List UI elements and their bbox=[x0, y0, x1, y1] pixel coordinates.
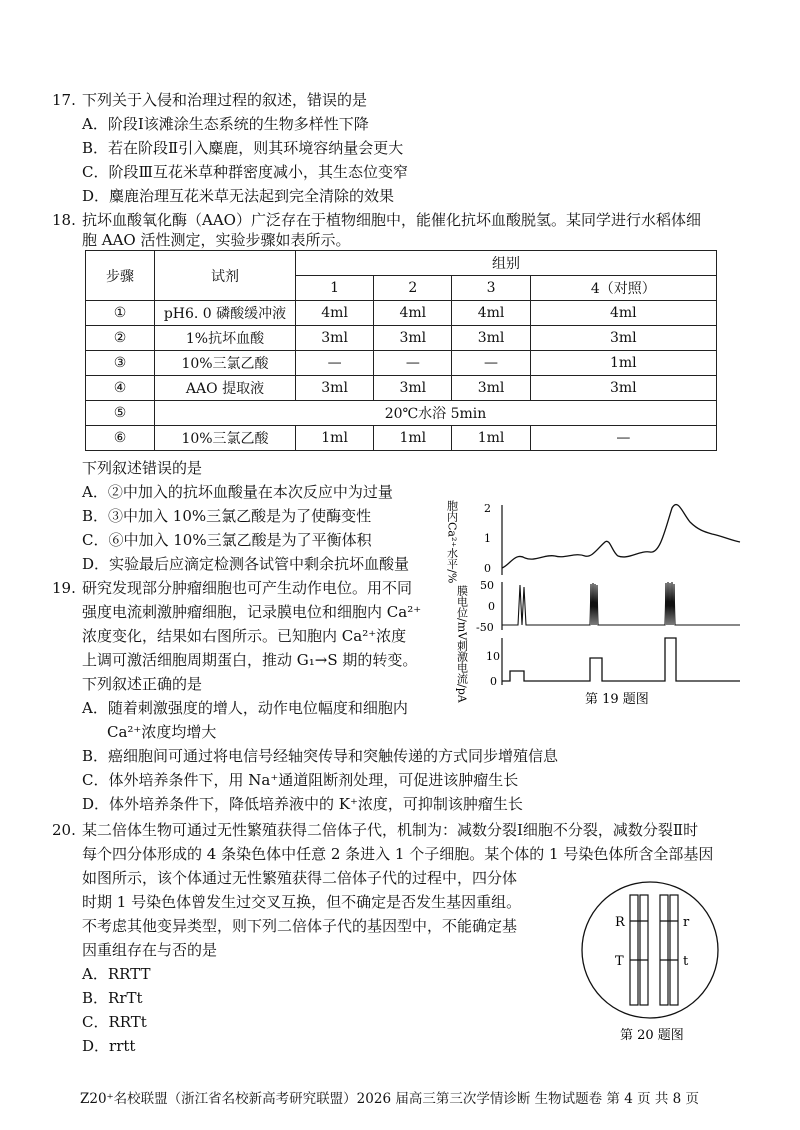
chromosome-right-b bbox=[670, 895, 678, 1005]
table-header-row bbox=[86, 251, 717, 276]
mv-tick: -50 bbox=[476, 621, 494, 634]
reagent-cell: 10%三氯乙酸 bbox=[155, 426, 296, 451]
value-cell: 1ml bbox=[530, 351, 716, 376]
chromosome-right-a bbox=[660, 895, 668, 1005]
q20-option-b: B．RrTt bbox=[82, 989, 143, 1007]
q20-stem-line: 不考虑其他变异类型，则下列二倍体子代的基因型中，不能确定基 bbox=[82, 917, 518, 935]
pa-tick: 10 bbox=[486, 650, 500, 663]
experiment-steps-table bbox=[85, 250, 717, 451]
value-cell: 3ml bbox=[296, 326, 374, 351]
step-cell: ③ bbox=[86, 351, 155, 376]
question-number: 18. bbox=[52, 211, 76, 229]
chromosome-left-b bbox=[640, 895, 648, 1005]
value-cell: 4ml bbox=[374, 301, 452, 326]
q19-stem-line: 强度电流刺激肿瘤细胞，记录膜电位和细胞内 Ca²⁺ bbox=[82, 603, 422, 621]
merged-cell: 20℃水浴 5min bbox=[155, 401, 717, 426]
q19-option-a-cont: Ca²⁺浓度均增大 bbox=[107, 723, 217, 741]
q19-stem-line: 浓度变化，结果如右图所示。已知胞内 Ca²⁺浓度 bbox=[82, 627, 407, 645]
gene-label-t: t bbox=[683, 954, 689, 969]
value-cell: — bbox=[374, 351, 452, 376]
value-cell: 1ml bbox=[296, 426, 374, 451]
q17-option-a: A．阶段Ⅰ该滩涂生态系统的生物多样性下降 bbox=[82, 115, 369, 133]
q19-option-a: A．随着刺激强度的增人，动作电位幅度和细胞内 bbox=[82, 699, 408, 717]
step-cell: ② bbox=[86, 326, 155, 351]
stem-text: 下列关于入侵和治理过程的叙述，错误的是 bbox=[82, 91, 368, 109]
q19-option-d: D．体外培养条件下，降低培养液中的 K⁺浓度，可抑制该肿瘤生长 bbox=[82, 795, 523, 813]
question-19-stem bbox=[52, 576, 412, 600]
figure-20 bbox=[575, 865, 725, 1045]
q20-stem-line: 如图所示，该个体通过无性繁殖获得二倍体子代的过程中，四分体 bbox=[82, 869, 518, 887]
header-reagent: 试剂 bbox=[155, 251, 296, 301]
value-cell: — bbox=[296, 351, 374, 376]
value-cell: 1ml bbox=[374, 426, 452, 451]
gene-label-T: T bbox=[615, 954, 624, 969]
group-cell: 2 bbox=[374, 276, 452, 301]
mv-trace bbox=[502, 582, 740, 625]
value-cell: 3ml bbox=[530, 376, 716, 401]
table-row bbox=[86, 376, 717, 401]
q17-option-b: B．若在阶段Ⅱ引入麋鹿，则其环境容纳量会更大 bbox=[82, 139, 404, 157]
step-cell: ④ bbox=[86, 376, 155, 401]
question-number: 20. bbox=[52, 821, 76, 839]
q20-stem-line: 因重组存在与否的是 bbox=[82, 941, 218, 959]
q19-option-c: C．体外培养条件下，用 Na⁺通道阻断剂处理，可促进该肿瘤生长 bbox=[82, 771, 519, 789]
group-cell: 3 bbox=[452, 276, 530, 301]
step-cell: ⑤ bbox=[86, 401, 155, 426]
value-cell: 4ml bbox=[296, 301, 374, 326]
pa-axis-label bbox=[456, 639, 469, 704]
gene-label-r: r bbox=[683, 915, 690, 930]
q18-option-a: A．②中加入的抗坏血酸量在本次反应中为过量 bbox=[82, 483, 393, 501]
group-cell: 4（对照） bbox=[530, 276, 716, 301]
q18-ask: 下列叙述错误的是 bbox=[82, 459, 203, 477]
cell-outline bbox=[582, 882, 718, 1018]
value-cell: 4ml bbox=[530, 301, 716, 326]
question-18-stem-line2: 胞 AAO 活性测定，实验步骤如表所示。 bbox=[82, 231, 351, 249]
figure-20-caption: 第 20 题图 bbox=[620, 1028, 684, 1043]
q17-option-d: D．麋鹿治理互花米草无法起到完全清除的效果 bbox=[82, 187, 395, 205]
mv-tick: 0 bbox=[488, 600, 495, 613]
table-row bbox=[86, 326, 717, 351]
table-row bbox=[86, 401, 717, 426]
q19-stem-line: 下列叙述正确的是 bbox=[82, 675, 203, 693]
value-cell: 3ml bbox=[374, 376, 452, 401]
value-cell: 3ml bbox=[452, 376, 530, 401]
question-number: 17. bbox=[52, 91, 76, 109]
reagent-cell: pH6. 0 磷酸缓冲液 bbox=[155, 301, 296, 326]
q19-stem-line: 上调可激活细胞周期蛋白，推动 G₁→S 期的转变。 bbox=[82, 651, 418, 669]
q20-option-c: C．RRTt bbox=[82, 1013, 147, 1031]
ca-label: 胞内Ca²⁺水平/% bbox=[445, 500, 459, 584]
reagent-cell: AAO 提取液 bbox=[155, 376, 296, 401]
value-cell: 4ml bbox=[452, 301, 530, 326]
q20-option-d: D．rrtt bbox=[82, 1037, 136, 1055]
mv-tick: 50 bbox=[480, 579, 494, 592]
value-cell: 3ml bbox=[374, 326, 452, 351]
reagent-cell: 10%三氯乙酸 bbox=[155, 351, 296, 376]
mv-label: 膜电位/mV bbox=[455, 585, 469, 641]
figure-19 bbox=[440, 490, 755, 710]
ca-axis-label bbox=[446, 500, 459, 584]
reagent-cell: 1%抗坏血酸 bbox=[155, 326, 296, 351]
header-step: 步骤 bbox=[86, 251, 155, 301]
value-cell: 3ml bbox=[296, 376, 374, 401]
q18-option-c: C．⑥中加入 10%三氯乙酸是为了平衡体积 bbox=[82, 531, 372, 549]
table-row bbox=[86, 426, 717, 451]
q20-stem-line: 每个四分体形成的 4 条染色体中任意 2 条进入 1 个子细胞。某个体的 1 号染色体所含全部基因 bbox=[82, 845, 714, 863]
group-cell: 1 bbox=[296, 276, 374, 301]
table-row bbox=[86, 301, 717, 326]
step-cell: ① bbox=[86, 301, 155, 326]
ca-tick: 2 bbox=[484, 502, 491, 515]
q18-option-b: B．③中加入 10%三氯乙酸是为了使酶变性 bbox=[82, 507, 372, 525]
table-row bbox=[86, 351, 717, 376]
pa-trace bbox=[502, 638, 740, 681]
stem-text: 抗坏血酸氧化酶（AAO）广泛存在于植物细胞中，能催化抗坏血酸脱氢。某同学进行水稻体细 bbox=[82, 211, 701, 229]
stem-text: 某二倍体生物可通过无性繁殖获得二倍体子代，机制为：减数分裂Ⅰ细胞不分裂，减数分裂Ⅱ时 bbox=[82, 821, 699, 839]
ca-trace bbox=[502, 505, 740, 568]
step-cell: ⑥ bbox=[86, 426, 155, 451]
value-cell: 1ml bbox=[452, 426, 530, 451]
value-cell: 3ml bbox=[452, 326, 530, 351]
q20-option-a: A．RRTT bbox=[82, 965, 151, 983]
mv-axis-label bbox=[456, 584, 469, 641]
q19-option-b: B．癌细胞间可通过将电信号经轴突传导和突触传递的方式同步增殖信息 bbox=[82, 747, 559, 765]
chromosome-left-a bbox=[630, 895, 638, 1005]
question-17-stem bbox=[52, 88, 367, 112]
page-footer: Z20⁺名校联盟（浙江省名校新高考研究联盟）2026 届高三第三次学情诊断 生物试题卷 第 4 页 共 8 页 bbox=[80, 1091, 700, 1107]
q20-stem-line: 时期 1 号染色体曾发生过交叉互换，但不确定是否发生基因重组。 bbox=[82, 893, 522, 911]
value-cell: 3ml bbox=[530, 326, 716, 351]
value-cell: — bbox=[452, 351, 530, 376]
q18-option-d: D．实验最后应滴定检测各试管中剩余抗坏血酸量 bbox=[82, 555, 410, 573]
value-cell: — bbox=[530, 426, 716, 451]
question-number: 19. bbox=[52, 579, 76, 597]
gene-label-R: R bbox=[615, 915, 625, 930]
question-20-stem bbox=[52, 818, 698, 842]
q17-option-c: C．阶段Ⅲ互花米草种群密度减小，其生态位变窄 bbox=[82, 163, 408, 181]
ca-tick: 1 bbox=[484, 532, 491, 545]
pa-tick: 0 bbox=[490, 675, 497, 688]
stem-text: 研究发现部分肿瘤细胞也可产生动作电位。用不同 bbox=[82, 579, 413, 597]
pa-label: 刺激电流/pA bbox=[455, 640, 469, 703]
figure-19-caption: 第 19 题图 bbox=[585, 692, 649, 707]
header-group: 组别 bbox=[296, 251, 717, 276]
ca-tick: 0 bbox=[484, 562, 491, 575]
